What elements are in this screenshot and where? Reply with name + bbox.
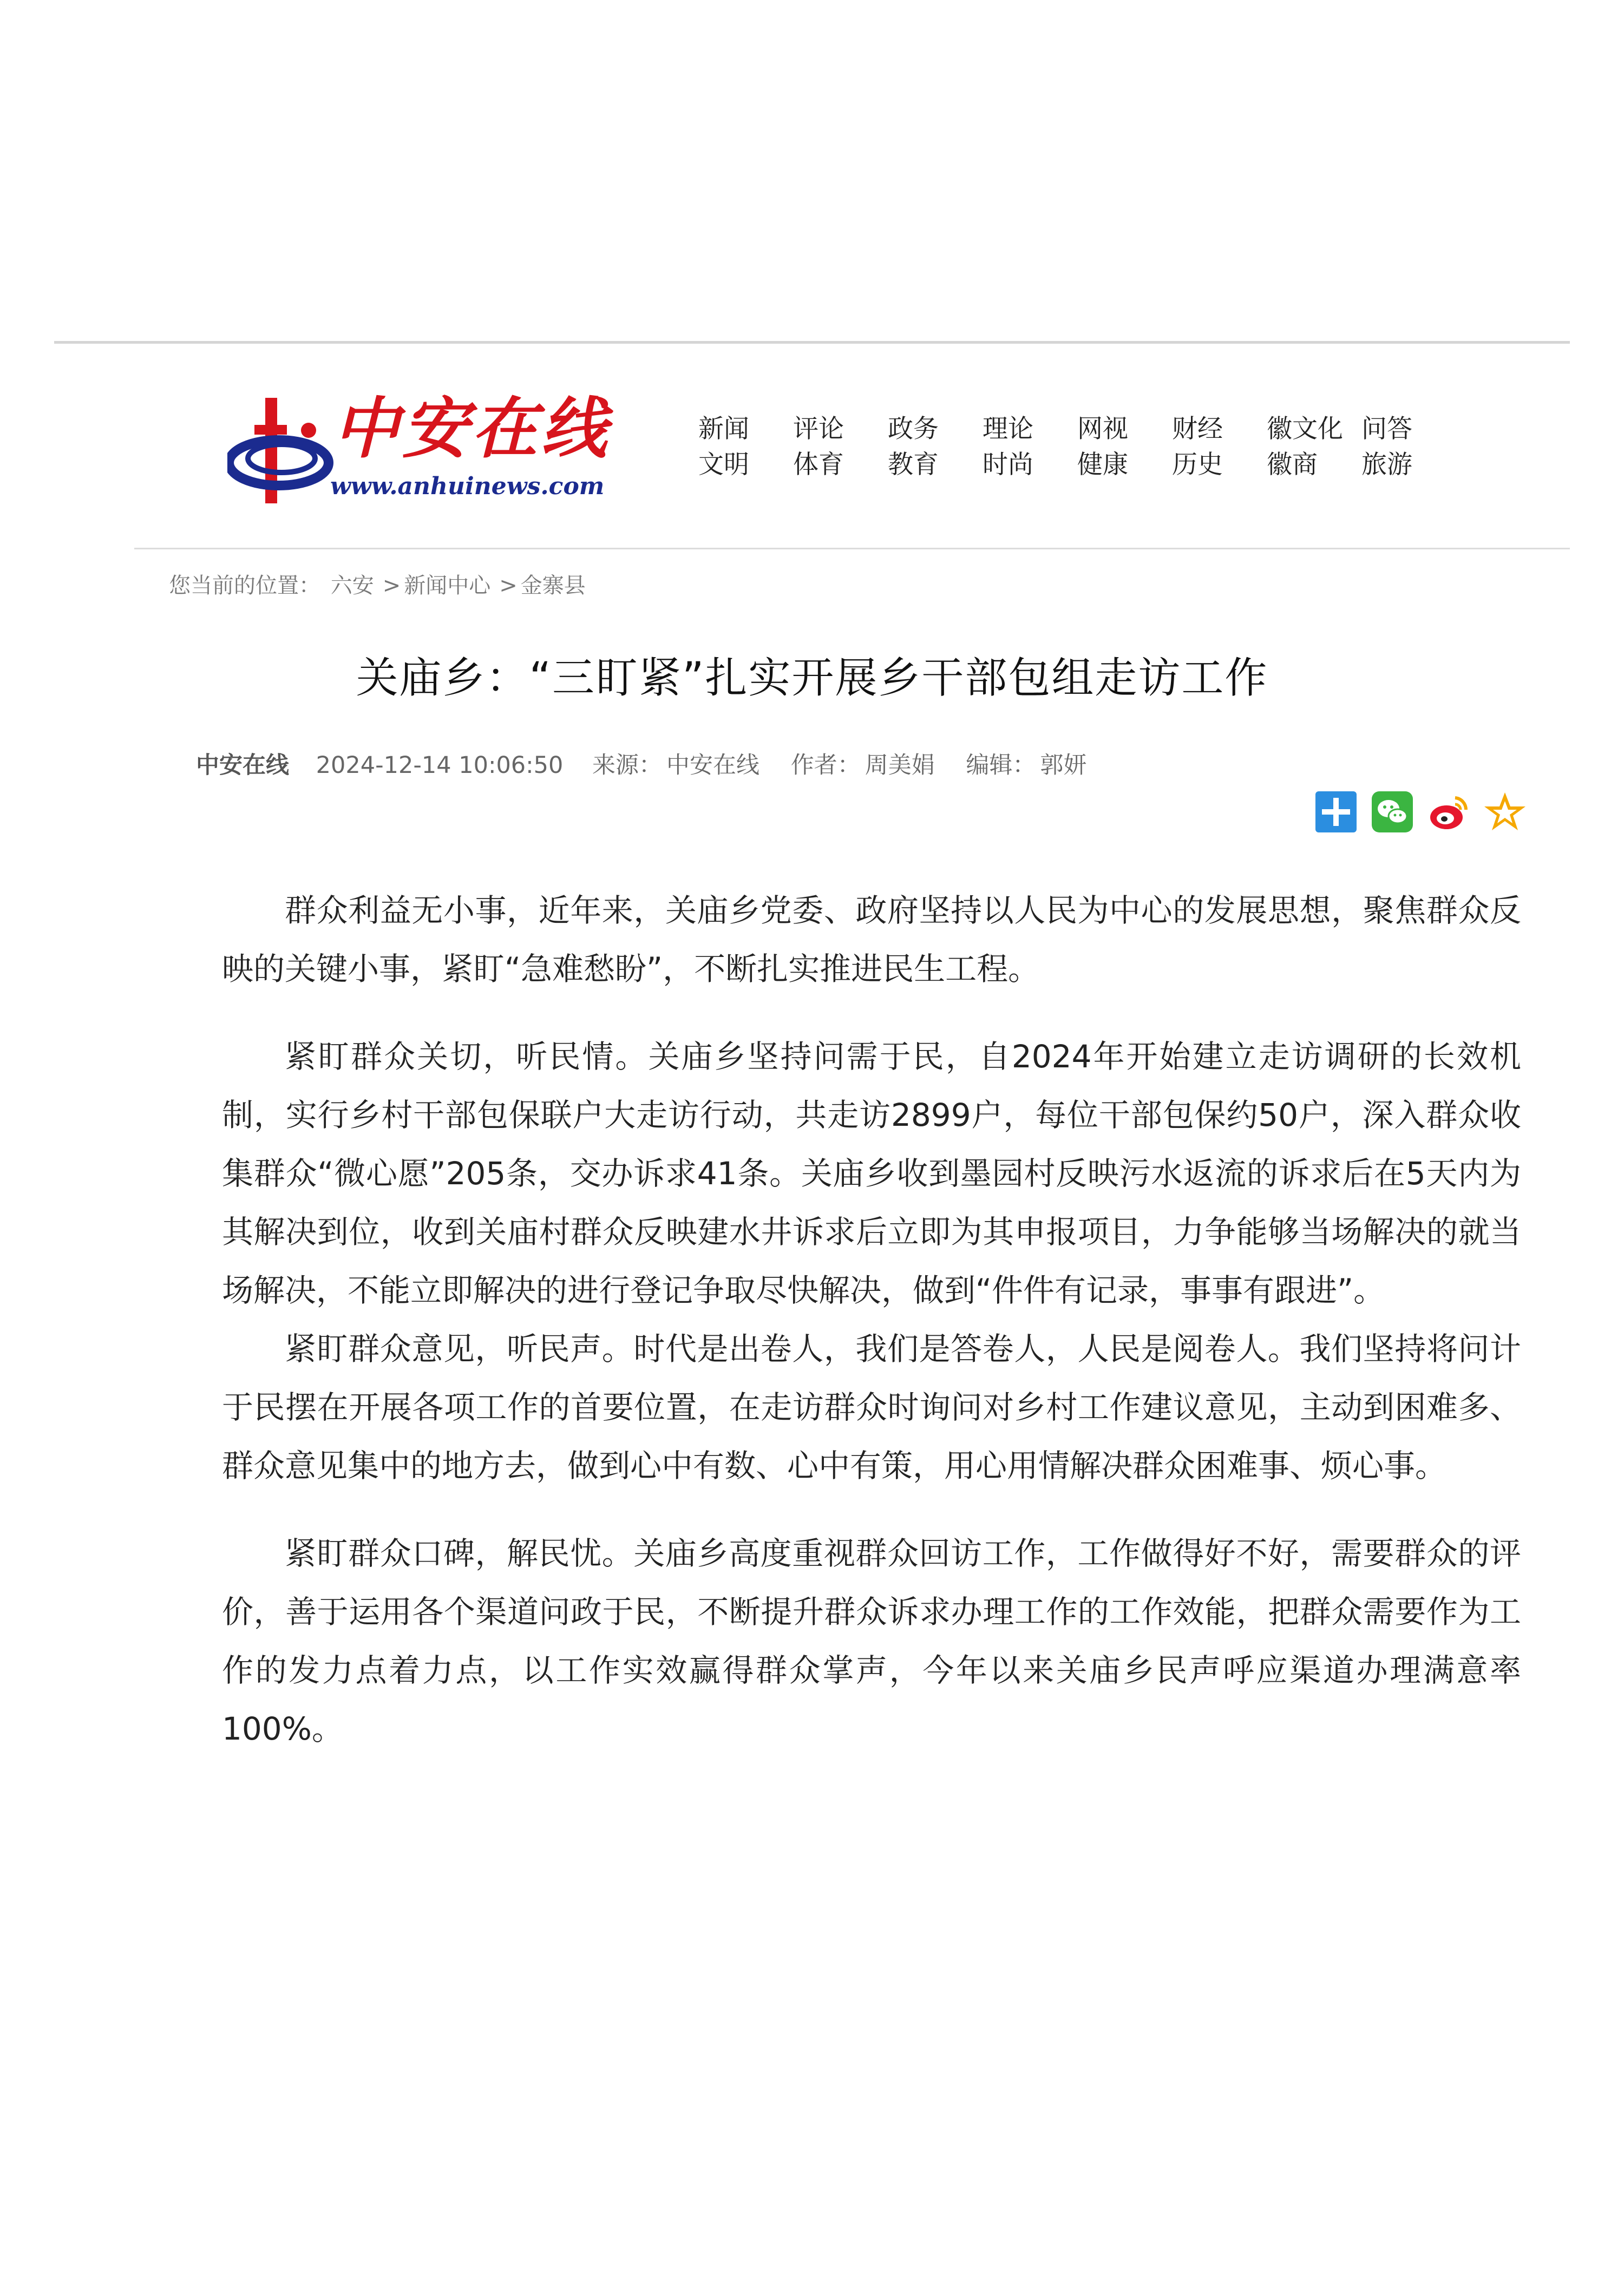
nav-item-civilization[interactable]: 文明	[698, 450, 749, 480]
share-plus-icon[interactable]	[1314, 790, 1358, 834]
meta-editor: 郭妍	[1040, 752, 1087, 779]
breadcrumb-item-news-center[interactable]: 新闻中心	[404, 573, 491, 598]
article-paragraph: 群众利益无小事，近年来，关庙乡党委、政府坚持以人民为中心的发展思想，聚焦群众反映的关键小事，紧盯“急难愁盼”，不断扎实推进民生工程。	[222, 892, 1521, 987]
meta-datetime: 2024-12-14 10:06:50	[316, 752, 564, 779]
breadcrumb	[169, 568, 589, 599]
article-paragraph: 紧盯群众口碑，解民忧。关庙乡高度重视群众回访工作，工作做得好不好，需要群众的评价，善于运用各个渠道问政于民，不断提升群众诉求办理工作的工作效能，把群众需要作为工作的发力点着力点，以工作实效赢得群众掌声，今年以来关庙乡民声呼应渠道办理满意率100%。	[222, 1535, 1521, 1747]
logo-emblem-icon	[227, 392, 336, 509]
main-nav	[698, 411, 1456, 483]
nav-item-health[interactable]: 健康	[1077, 450, 1128, 480]
top-divider	[54, 341, 1570, 344]
breadcrumb-item-jinzhai[interactable]: 金寨县	[520, 573, 586, 598]
site-logo[interactable]	[227, 389, 610, 509]
nav-item-history[interactable]: 历史	[1172, 450, 1223, 480]
article-meta	[196, 747, 1110, 780]
nav-item-video[interactable]: 网视	[1077, 414, 1128, 444]
nav-row-2	[698, 447, 1456, 483]
meta-brand: 中安在线	[196, 752, 289, 779]
nav-item-hui-merchants[interactable]: 徽商	[1267, 450, 1318, 480]
nav-item-fashion[interactable]: 时尚	[983, 450, 1033, 480]
nav-item-commentary[interactable]: 评论	[793, 414, 844, 444]
logo-url: www.anhuinews.com	[330, 473, 605, 500]
article-paragraph: 紧盯群众意见，听民声。时代是出卷人，我们是答卷人，人民是阅卷人。我们坚持将问计于民摆在开展各项工作的首要位置，在走访群众时询问对乡村工作建议意见，主动到困难多、群众意见集中的地方去，做到心中有数、心中有策，用心用情解决群众困难事、烦心事。	[222, 1330, 1521, 1484]
nav-row-1	[698, 411, 1456, 447]
breadcrumb-separator: >	[499, 573, 518, 598]
weibo-icon[interactable]	[1427, 790, 1470, 834]
breadcrumb-label: 您当前的位置：	[169, 573, 320, 598]
favorite-star-icon[interactable]	[1483, 790, 1527, 834]
meta-source: 中安在线	[666, 752, 760, 779]
nav-item-government[interactable]: 政务	[888, 414, 939, 444]
nav-item-news[interactable]: 新闻	[698, 414, 749, 444]
nav-item-qa[interactable]: 问答	[1361, 414, 1412, 444]
nav-item-travel[interactable]: 旅游	[1361, 450, 1412, 480]
share-bar	[1314, 790, 1527, 834]
article-body	[222, 881, 1521, 1758]
wechat-icon[interactable]	[1371, 790, 1414, 834]
meta-editor-label: 编辑：	[966, 752, 1036, 779]
meta-source-label: 来源：	[592, 752, 663, 779]
meta-author-label: 作者：	[790, 752, 861, 779]
article-title: 关庙乡：“三盯紧”扎实开展乡干部包组走访工作	[356, 654, 1268, 703]
breadcrumb-separator: >	[382, 573, 401, 598]
meta-author: 周美娟	[865, 752, 935, 779]
nav-item-theory[interactable]: 理论	[983, 414, 1033, 444]
nav-item-education[interactable]: 教育	[888, 450, 939, 480]
logo-text: 中安在线	[333, 389, 610, 467]
breadcrumb-item-luan[interactable]: 六安	[330, 573, 374, 598]
article-paragraph: 紧盯群众关切，听民情。关庙乡坚持问需于民，自2024年开始建立走访调研的长效机制，实行乡村干部包保联户大走访行动，共走访2899户，每位干部包保约50户，深入群众收集群众“微心愿”205条，交办诉求41条。关庙乡收到墨园村反映污水返流的诉求后在5天内为其解决到位，收到关庙村群众反映建水井诉求后立即为其申报项目，力争能够当场解决的就当场解决，不能立即解决的进行登记争取尽快解决，做到“件件有记录，事事有跟进”。	[222, 1038, 1521, 1309]
header-divider	[134, 548, 1570, 549]
nav-item-sports[interactable]: 体育	[793, 450, 844, 480]
nav-item-finance[interactable]: 财经	[1172, 414, 1223, 444]
nav-item-hui-culture[interactable]: 徽文化	[1267, 414, 1343, 444]
